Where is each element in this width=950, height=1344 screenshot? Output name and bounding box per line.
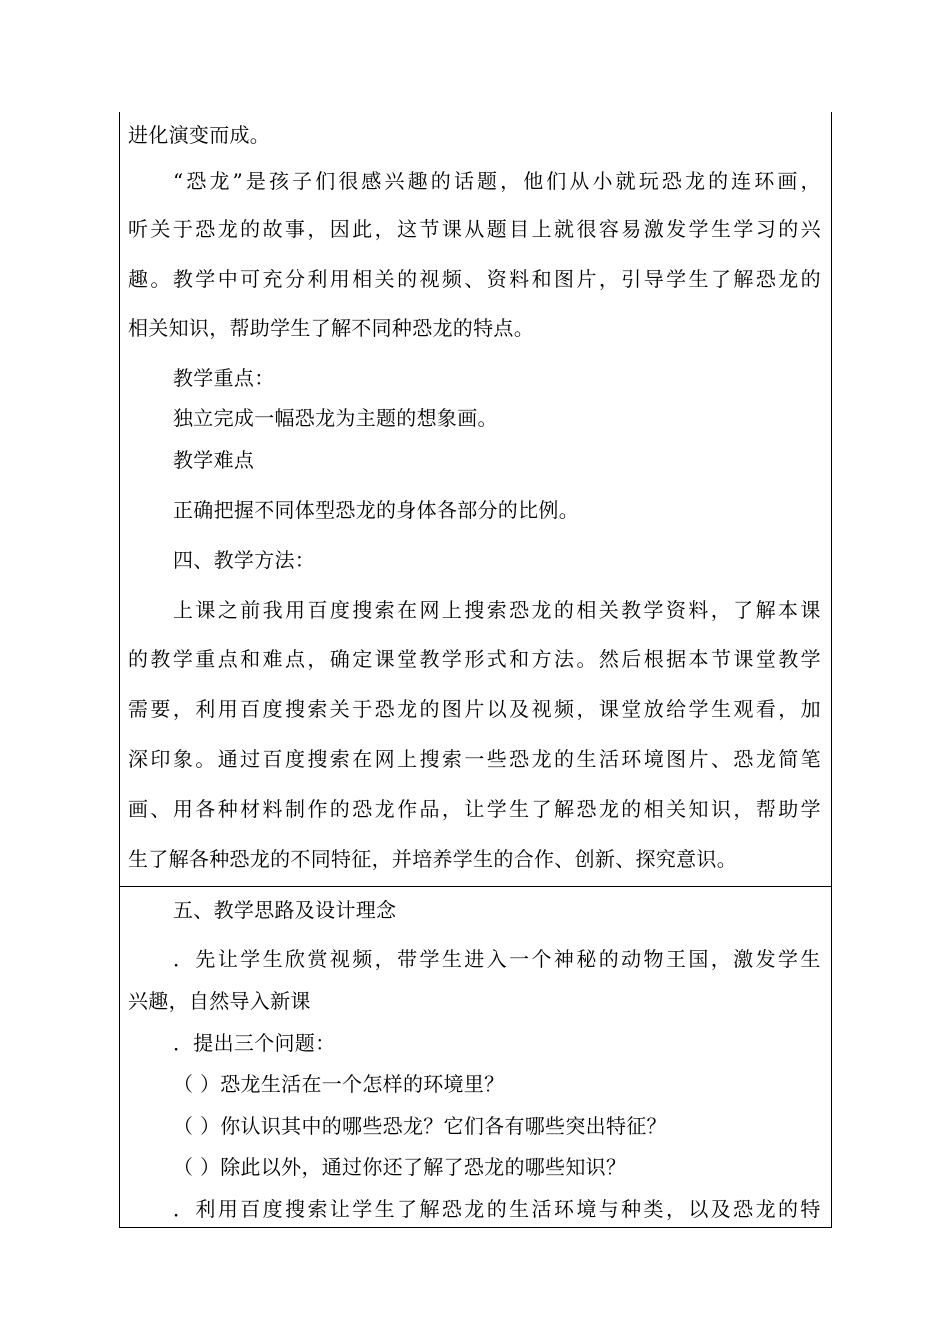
text-line: ． 利 用 百 度 搜 索 让 学 生 了 解 恐 龙 的 生 活 环 境 与 种 类 ， 以 及 恐 龙 的 特 xyxy=(173,1197,821,1221)
text-line: 独立完成一幅恐龙为主题的想象画。 xyxy=(173,406,498,430)
question-item: （ ）恐龙生活在一个怎样的环境里？ xyxy=(173,1072,505,1096)
text-line: 生了解各种恐龙的不同特征，并培养学生的合作、创新、探究意识。 xyxy=(128,847,737,871)
question-item: （ ）你认识其中的哪些恐龙？它们各有哪些突出特征？ xyxy=(173,1114,667,1138)
text-line: “ 恐 龙 ” 是 孩 子 们 很 感 兴 趣 的 话 题 ， 他 们 从 小 就 玩 恐 龙 的 连 环 画 ， xyxy=(173,169,821,193)
text-line: ．提出三个问题： xyxy=(173,1031,336,1055)
section-heading: 五、教学思路及设计理念 xyxy=(173,898,397,922)
text-line: 深 印 象 。 通 过 百 度 搜 索 在 网 上 搜 索 一 些 恐 龙 的 生 活 环 境 图 片 、 恐 龙 简 笔 xyxy=(128,747,821,771)
row-divider xyxy=(119,886,832,887)
text-line: 正确把握不同体型恐龙的身体各部分的比例。 xyxy=(173,498,579,522)
section-heading: 四、教学方法： xyxy=(173,548,316,572)
text-line: 进化演变而成。 xyxy=(128,123,271,147)
text-line: 需 要 ， 利 用 百 度 搜 索 关 于 恐 龙 的 图 片 以 及 视 频 ， 课 堂 放 给 学 生 观 看 ， 加 xyxy=(128,697,821,721)
text-line: 上 课 之 前 我 用 百 度 搜 索 在 网 上 搜 索 恐 龙 的 相 关 教 学 资 料 ， 了 解 本 课 xyxy=(173,598,821,622)
section-heading: 教学重点： xyxy=(173,366,275,390)
question-item: （ ）除此以外，通过你还了解了恐龙的哪些知识？ xyxy=(173,1155,627,1179)
text-line: 兴趣，自然导入新课 xyxy=(128,989,311,1013)
text-line: 趣 。 教 学 中 可 充 分 利 用 相 关 的 视 频 、 资 料 和 图 片 ， 引 导 学 生 了 解 恐 龙 的 xyxy=(128,267,821,291)
text-line: ． 先 让 学 生 欣 赏 视 频 ， 带 学 生 进 入 一 个 神 秘 的 动 物 王 国 ， 激 发 学 生 xyxy=(173,947,821,971)
text-line: 的 教 学 重 点 和 难 点 ， 确 定 课 堂 教 学 形 式 和 方 法 。 然 后 根 据 本 节 课 堂 教 学 xyxy=(128,647,821,671)
section-heading: 教学难点 xyxy=(173,448,255,472)
text-line: 画 、 用 各 种 材 料 制 作 的 恐 龙 作 品 ， 让 学 生 了 解 恐 龙 的 相 关 知 识 ， 帮 助 学 xyxy=(128,797,821,821)
text-line: 听 关 于 恐 龙 的 故 事 ， 因 此 ， 这 节 课 从 题 目 上 就 很 容 易 激 发 学 生 学 习 的 兴 xyxy=(128,217,821,241)
text-line: 相关知识，帮助学生了解不同种恐龙的特点。 xyxy=(128,316,534,340)
